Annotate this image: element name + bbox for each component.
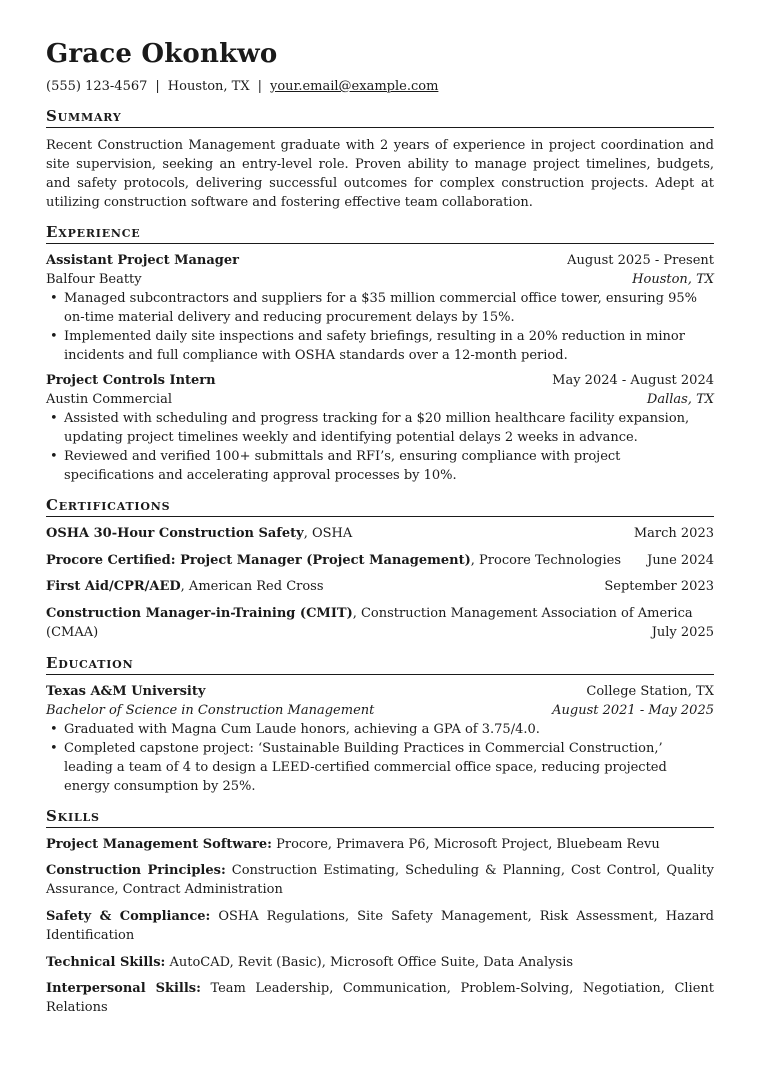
- certification-issuer: , American Red Cross: [180, 579, 324, 594]
- skill-label: Project Management Software:: [46, 837, 272, 852]
- location: Houston, TX: [167, 79, 250, 94]
- education-bullets: [46, 720, 714, 796]
- skill-label: Interpersonal Skills:: [46, 981, 201, 996]
- certification-date: September 2023: [604, 579, 714, 594]
- degree-name: Bachelor of Science in Construction Management: [46, 703, 375, 718]
- job-dates: May 2024 - August 2024: [552, 373, 714, 388]
- list-item: • Completed capstone project: ‘Sustainable Building Practices in Commercial Construction,’ leading a team of 4 to design a LEED-certified commercial office space, reducing projected energy consumption by 25%.: [50, 741, 667, 794]
- separator: |: [155, 79, 160, 94]
- skill-label: Technical Skills:: [46, 955, 166, 970]
- bullet-dot: •: [50, 411, 58, 426]
- certification-date: March 2023: [633, 526, 714, 541]
- certification-name: First Aid/CPR/AED: [46, 579, 181, 594]
- skill-line: [46, 835, 714, 854]
- job-header: [46, 251, 714, 270]
- school-name: Texas A&M University: [46, 684, 206, 699]
- list-item: • Managed subcontractors and suppliers for a $35 million commercial office tower, ensuring 95% on-time material delivery and reducing procurement delays by 15%.: [50, 291, 698, 325]
- job-subheader: [46, 390, 714, 409]
- section-heading-summary: Summary: [46, 107, 714, 128]
- section-heading-experience: Experience: [46, 223, 714, 244]
- skill-line: [46, 953, 714, 972]
- job-bullets: [46, 409, 714, 485]
- job-dates: August 2025 - Present: [567, 253, 714, 268]
- skill-value: Team Leadership, Communication, Problem-Solving, Negotiation, Client Relations: [46, 981, 715, 1015]
- bullet-dot: •: [50, 449, 58, 464]
- list-item: • Assisted with scheduling and progress tracking for a $20 million healthcare facility expansion, updating project timelines weekly and identifying potential delays 2 weeks in advance.: [50, 411, 690, 445]
- job-header: [46, 371, 714, 390]
- certification-date: July 2025: [651, 625, 714, 640]
- job-bullets: [46, 289, 714, 365]
- certification-issuer: , Procore Technologies: [470, 553, 622, 568]
- certification-row: [46, 524, 714, 543]
- job-subheader: [46, 270, 714, 289]
- phone-number: (555) 123-4567: [46, 79, 148, 94]
- bullet-dot: •: [50, 741, 58, 756]
- certification-row: [46, 577, 714, 596]
- list-item: • Graduated with Magna Cum Laude honors, achieving a GPA of 3.75/4.0.: [50, 722, 540, 737]
- list-item: • Implemented daily site inspections and safety briefings, resulting in a 20% reduction in minor incidents and full compliance with OSHA standards over a 12-month period.: [50, 329, 685, 363]
- skill-label: Construction Principles:: [46, 863, 226, 878]
- summary-text: Recent Construction Management graduate with 2 years of experience in project coordination and site supervision, seeking an entry-level role. Proven ability to manage project timelines, budgets, and safety protocols, delivering successful outcomes for complex construction projects. Adept at utilizing construction software and fostering effective team collaboration.: [46, 138, 714, 210]
- certification-name: Procore Certified: Project Manager (Project Management): [46, 553, 471, 568]
- skill-label: Safety & Compliance:: [46, 909, 211, 924]
- education-header: [46, 682, 714, 701]
- section-heading-certifications: Certifications: [46, 496, 714, 517]
- candidate-name: Grace Okonkwo: [46, 39, 278, 69]
- education-dates: August 2021 - May 2025: [552, 703, 714, 718]
- skill-value: AutoCAD, Revit (Basic), Microsoft Office Suite, Data Analysis: [165, 955, 574, 970]
- skill-line: [46, 907, 714, 945]
- job-title: Project Controls Intern: [46, 373, 216, 388]
- contact-line: [46, 78, 438, 95]
- certification-row: [46, 551, 714, 570]
- certification-issuer: , Construction Management Association of America: [352, 606, 693, 621]
- bullet-dot: •: [50, 722, 58, 737]
- certification-date: June 2024: [647, 553, 714, 568]
- education-subheader: [46, 701, 714, 720]
- school-location: College Station, TX: [586, 684, 714, 699]
- bullet-dot: •: [50, 291, 58, 306]
- certification-issuer-continued: (CMAA): [46, 625, 99, 640]
- skill-value: Construction Estimating, Scheduling & Planning, Cost Control, Quality Assurance, Contract Administration: [46, 863, 715, 897]
- certification-name: Construction Manager-in-Training (CMIT): [46, 606, 353, 621]
- skill-value: Procore, Primavera P6, Microsoft Project, Bluebeam Revu: [271, 837, 660, 852]
- certification-row-continued: [46, 623, 714, 642]
- job-location: Houston, TX: [632, 272, 714, 287]
- skill-line: [46, 979, 714, 1017]
- company-name: Austin Commercial: [46, 392, 173, 407]
- certification-name: OSHA 30-Hour Construction Safety: [46, 526, 304, 541]
- email-link[interactable]: your.email@example.com: [270, 79, 439, 94]
- section-heading-skills: Skills: [46, 807, 714, 828]
- skill-value: OSHA Regulations, Site Safety Management, Risk Assessment, Hazard Identification: [46, 909, 714, 943]
- separator: |: [257, 79, 262, 94]
- list-item: • Reviewed and verified 100+ submittals and RFI’s, ensuring compliance with project specifications and accelerating approval processes by 10%.: [50, 449, 621, 483]
- certification-row: [46, 604, 714, 623]
- section-heading-education: Education: [46, 654, 714, 675]
- certification-issuer: , OSHA: [303, 526, 353, 541]
- bullet-dot: •: [50, 329, 58, 344]
- job-title: Assistant Project Manager: [46, 253, 240, 268]
- company-name: Balfour Beatty: [46, 272, 142, 287]
- skill-line: [46, 861, 714, 899]
- job-location: Dallas, TX: [646, 392, 714, 407]
